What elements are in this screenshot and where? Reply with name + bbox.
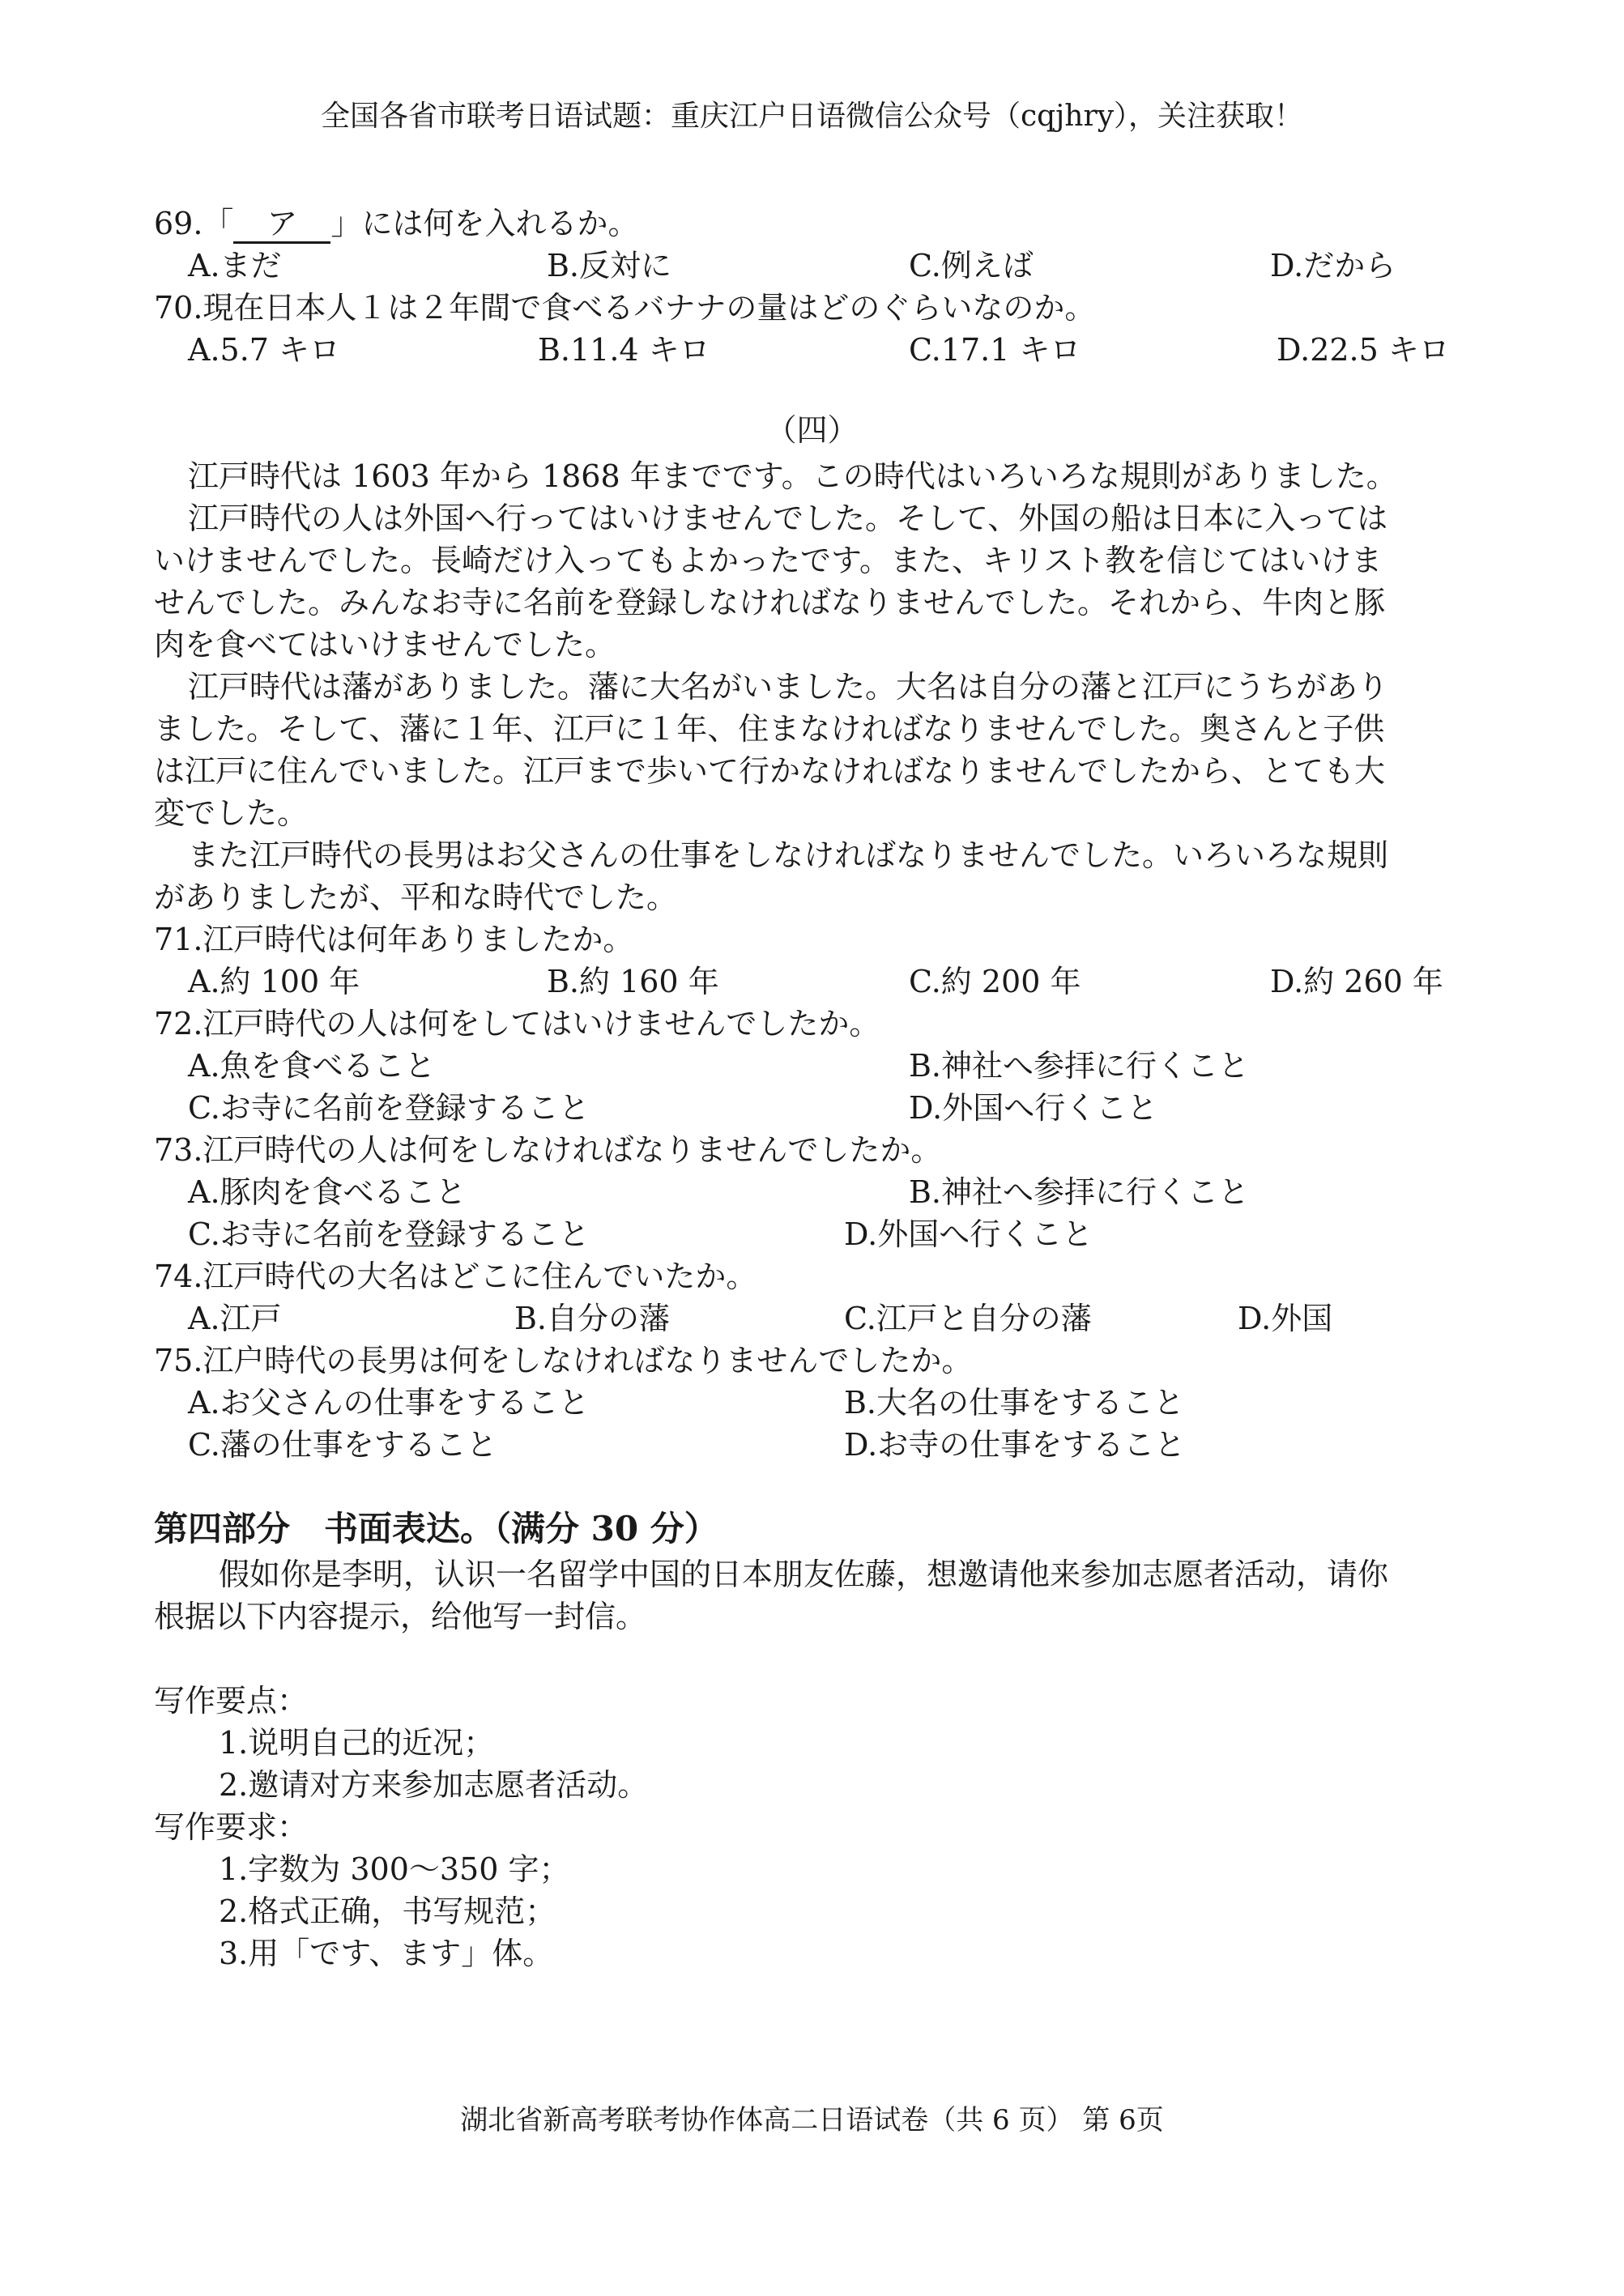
writing-point: 2.邀请对方来参加志愿者活动。 — [219, 1767, 649, 1803]
writing-requirement: 1.字数为 300～350 字； — [219, 1851, 570, 1887]
passage-line: 江戸時代の人は外国へ行ってはいけませんでした。そして、外国の船は日本に入っては — [188, 501, 1388, 536]
passage-line: 江戸時代は 1603 年から 1868 年までです。この時代はいろいろな規則がありました。 — [188, 458, 1397, 494]
writing-points-title: 写作要点： — [154, 1683, 309, 1719]
q75-option-b: B.大名の仕事をすること — [844, 1385, 1185, 1421]
q72-option-c: C.お寺に名前を登録すること — [188, 1090, 590, 1126]
question-69 — [154, 202, 1482, 245]
passage-line: いけませんでした。長崎だけ入ってもよかったです。また、キリスト教を信じてはいけま — [154, 543, 1383, 578]
q74-option-b: B.自分の藩 — [514, 1301, 671, 1336]
part-4-heading: 第四部分 书面表达。（满分 30 分） — [154, 1509, 718, 1548]
q75-option-d: D.お寺の仕事をすること — [844, 1427, 1186, 1463]
question-73: 73.江戸時代の人は何をしなければなりませんでしたか。 — [154, 1132, 942, 1168]
question-75: 75.江户時代の長男は何をしなければなりませんでしたか。 — [154, 1343, 973, 1378]
q73-option-c: C.お寺に名前を登録すること — [188, 1216, 590, 1252]
q71-option-a: A.約 100 年 — [188, 964, 360, 999]
part-4-prompt: 根据以下内容提示，给他写一封信。 — [154, 1599, 647, 1634]
question-72: 72.江戸時代の人は何をしてはいけませんでしたか。 — [154, 1006, 880, 1042]
question-71: 71.江戸時代は何年ありましたか。 — [154, 922, 634, 957]
page-header: 全国各省市联考日语试题：重庆江户日语微信公众号（cqjhry），关注获取！ — [320, 100, 1304, 133]
question-69-suffix: 」には何を入れるか。 — [330, 206, 639, 241]
question-70: 70.現在日本人１は２年間で食べるバナナの量はどのぐらいなのか。 — [154, 290, 1096, 326]
writing-requirements-title: 写作要求： — [154, 1809, 309, 1845]
q71-option-b: B.約 160 年 — [547, 964, 719, 999]
q69-option-d: D.だから — [1270, 248, 1396, 283]
q74-option-d: D.外国 — [1238, 1301, 1333, 1336]
q73-option-d: D.外国へ行くこと — [844, 1216, 1093, 1252]
section-4-title: （四） — [765, 412, 859, 448]
q70-option-d: D.22.5 キロ — [1277, 332, 1450, 368]
q72-option-b: B.神社へ参拝に行くこと — [909, 1048, 1250, 1084]
passage-line: 肉を食べてはいけませんでした。 — [154, 627, 616, 662]
passage-line: ました。そして、藩に１年、江戸に１年、住まなければなりませんでした。奥さんと子供 — [154, 711, 1385, 747]
q75-option-c: C.藩の仕事をすること — [188, 1427, 497, 1463]
q72-option-a: A.魚を食べること — [188, 1048, 436, 1084]
q71-option-d: D.約 260 年 — [1270, 964, 1443, 999]
writing-requirement: 2.格式正确，书写规范； — [219, 1893, 556, 1929]
q74-option-c: C.江戸と自分の藩 — [844, 1301, 1092, 1336]
passage-line: 江戸時代は藩がありました。藩に大名がいました。大名は自分の藩と江戸にうちがあり — [188, 669, 1389, 705]
passage-line: がありましたが、平和な時代でした。 — [154, 880, 678, 915]
writing-requirement: 3.用「です、ます」体。 — [219, 1936, 554, 1971]
q72-option-d: D.外国へ行くこと — [909, 1090, 1158, 1126]
q70-option-b: B.11.4 キロ — [538, 332, 710, 368]
passage-line: また江戸時代の長男はお父さんの仕事をしなければなりませんでした。いろいろな規則 — [188, 837, 1389, 873]
q69-option-a: A.まだ — [188, 248, 282, 283]
q75-option-a: A.お父さんの仕事をすること — [188, 1385, 590, 1421]
writing-point: 1.说明自己的近况； — [219, 1725, 495, 1761]
question-69-blank: ア — [233, 206, 330, 244]
question-69-prefix: 69.「 — [154, 206, 234, 241]
q74-option-a: A.江戸 — [188, 1301, 282, 1336]
q70-option-a: A.5.7 キロ — [188, 332, 341, 368]
question-74: 74.江戸時代の大名はどこに住んでいたか。 — [154, 1259, 757, 1294]
q71-option-c: C.約 200 年 — [909, 964, 1081, 999]
q69-option-b: B.反対に — [547, 248, 672, 283]
q70-option-c: C.17.1 キロ — [909, 332, 1081, 368]
q69-option-c: C.例えば — [909, 248, 1034, 283]
q73-option-a: A.豚肉を食べること — [188, 1174, 467, 1210]
passage-line: は江戸に住んでいました。江戸まで歩いて行かなければなりませんでしたから、とても大 — [154, 753, 1386, 789]
passage-line: せんでした。みんなお寺に名前を登録しなければなりませんでした。それから、牛肉と豚 — [154, 585, 1386, 620]
passage-line: 変でした。 — [154, 795, 309, 831]
q73-option-b: B.神社へ参拝に行くこと — [909, 1174, 1250, 1210]
part-4-prompt: 假如你是李明，认识一名留学中国的日本朋友佐藤，想邀请他来参加志愿者活动，请你 — [219, 1557, 1389, 1592]
page-footer: 湖北省新高考联考协作体高二日语试卷（共 6 页） 第 6页 — [460, 2104, 1164, 2136]
